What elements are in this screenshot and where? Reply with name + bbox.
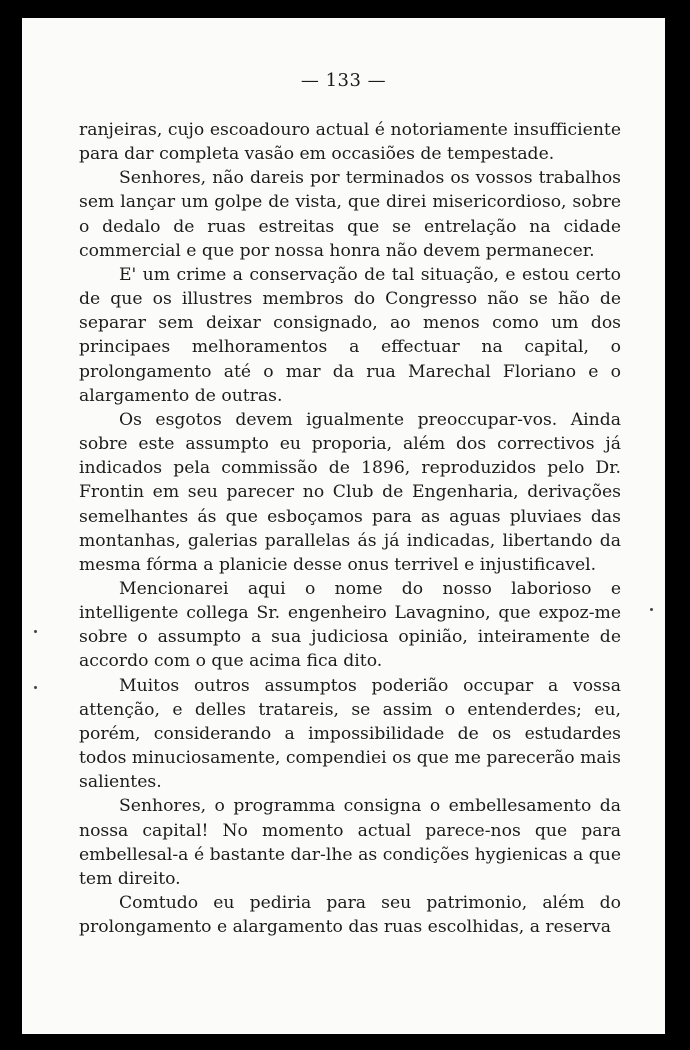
scan-speck: [34, 686, 37, 689]
paragraph: Os esgotos devem igualmente preoccupar-vos. Ainda sobre este assumpto eu proporia, além dos correctivos já indicados pela commissão de 1896, reproduzidos pelo Dr. Frontin em seu parecer no Club de Engenharia, derivações semelhantes ás que esboçamos para as aguas pluviaes das montanhas, galerias parallelas ás já indicadas, libertando da mesma fórma a planicie desse onus terrivel e injustificavel.: [79, 409, 621, 575]
paragraph: E' um crime a conservação de tal situação, e estou certo de que os illustres membros do Congresso não se hão de separar sem deixar consignado, ao menos como um dos principaes melhoramentos a effectuar na capital, o prolongamento até o mar da rua Marechal Floriano e o alargamento de outras.: [79, 264, 621, 406]
paragraph: Senhores, não dareis por terminados os vossos trabalhos sem lançar um golpe de vista, que direi misericordioso, sobre o dedalo de ruas estreitas que se entrelação na cidade commercial e que por nossa honra não devem permanecer.: [79, 168, 621, 261]
paragraph: Comtudo eu pediria para seu patrimonio, além do prolongamento e alargamento das ruas escolhidas, a reserva: [79, 893, 621, 938]
page-number: — 133 —: [300, 70, 387, 91]
paragraph: Senhores, o programma consigna o embellesamento da nossa capital! No momento actual parece-nos que para embellesal-a é bastante dar-lhe as condições hygienicas a que tem direito.: [79, 796, 621, 889]
scan-speck: [34, 630, 37, 633]
paragraph: Mencionarei aqui o nome do nosso laborioso e intelligente collega Sr. engenheiro Lavagnino, que expoz-me sobre o assumpto a sua judiciosa opinião, inteiramente de accordo com o que acima fica dito.: [79, 578, 621, 672]
paragraph: ranjeiras, cujo escoadouro actual é notoriamente insufficiente para dar completa vasão em occasiões de tempestade.: [79, 120, 621, 165]
scan-speck: [650, 608, 653, 611]
page-body: [79, 118, 621, 939]
paragraph: Muitos outros assumptos poderião occupar a vossa attenção, e delles tratareis, se assim o entenderdes; eu, porém, considerando a impossibilidade de os estudardes todos minuciosamente, compendiei os que me parecerão mais salientes.: [79, 675, 621, 793]
book-page: [22, 18, 665, 1034]
